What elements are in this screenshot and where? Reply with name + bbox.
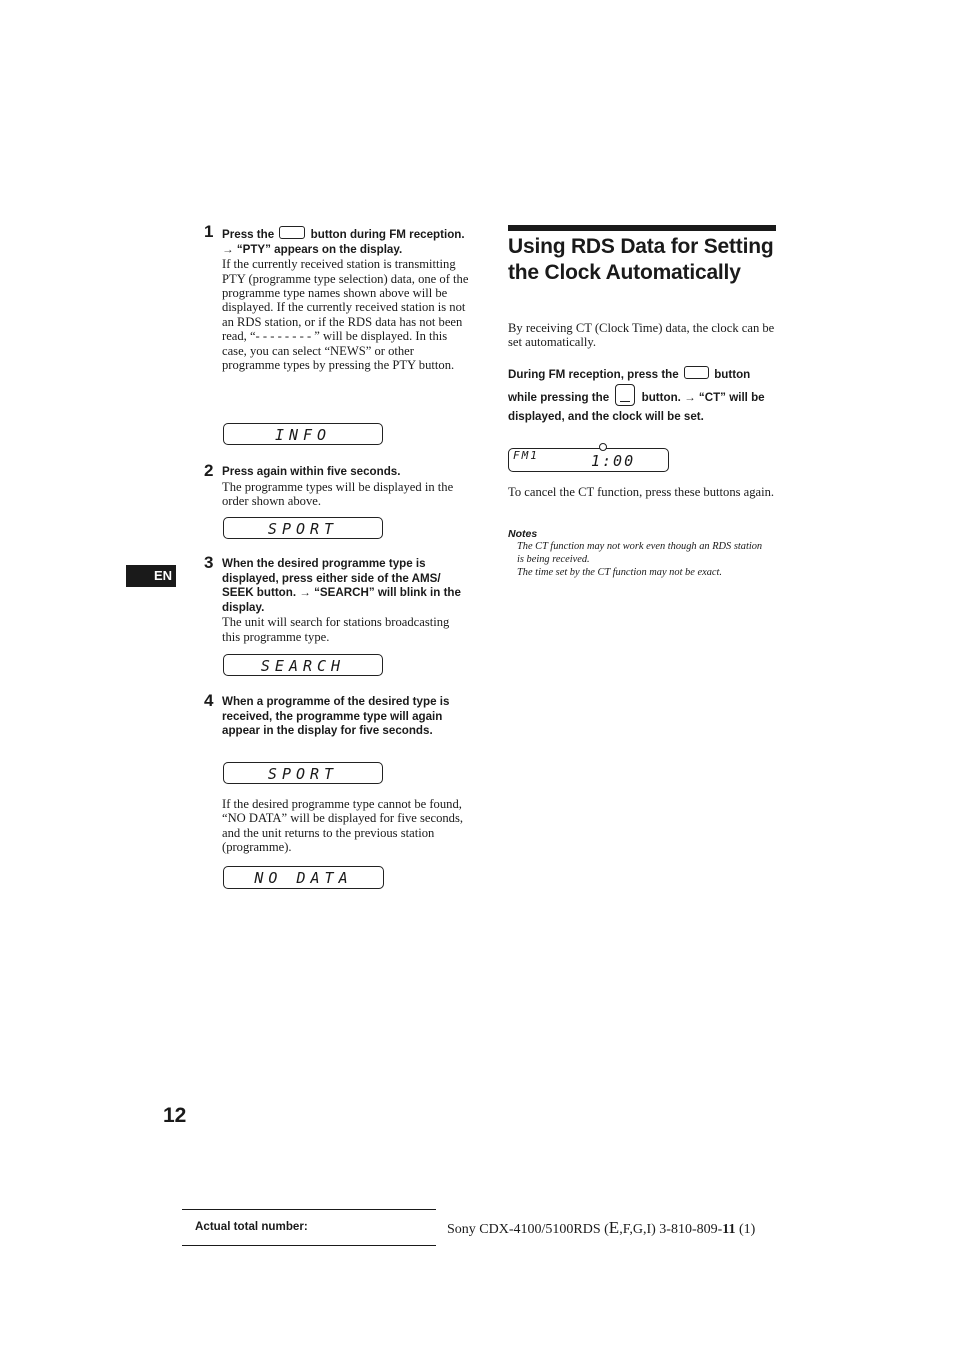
display-text: SEARCH	[260, 657, 346, 675]
section-title-bar	[508, 225, 776, 231]
display-text: SPORT	[267, 765, 339, 783]
display-button-icon	[615, 384, 635, 406]
display-time: 1:00	[591, 452, 636, 470]
footer-model-suffix: (1)	[735, 1222, 756, 1237]
note-1: The CT function may not work even though an RDS station is being received.	[517, 541, 763, 565]
display-text: INFO	[274, 426, 332, 444]
step-3-lead: When the desired programme type is displayed, press either side of the AMS/ SEEK button. → “SEARCH” will blink in the display.	[222, 557, 461, 614]
step-number-2: 2	[204, 461, 214, 480]
footer-model-e: E	[608, 1218, 620, 1237]
footer-label: Actual total number:	[195, 1220, 308, 1233]
step-number-1: 1	[204, 222, 214, 241]
display-sport	[223, 517, 383, 539]
section-title: Using RDS Data for Setting the Clock Automatically	[508, 235, 774, 284]
footer-rule-bottom	[182, 1245, 436, 1246]
display-search	[223, 654, 383, 676]
step-2-lead: Press again within five seconds.	[222, 465, 401, 478]
footer-model-prefix: Sony CDX-4100/5100RDS (	[447, 1222, 609, 1237]
pty-button-icon	[684, 366, 709, 379]
footer-model-mid: ,F,G,I) 3-810-809-	[619, 1222, 723, 1237]
display-text: SPORT	[267, 520, 339, 538]
step-4-after	[222, 797, 468, 855]
step-3	[222, 557, 468, 644]
step-2-body: The programme types will be displayed in the order shown above.	[222, 479, 454, 508]
display-no-data	[223, 866, 384, 889]
ct-instruction-a: During FM reception, press the	[508, 368, 679, 381]
step-3-body: The unit will search for stations broadcasting this programme type.	[222, 615, 450, 644]
page-number: 12	[163, 1104, 187, 1127]
display-band: FM1	[513, 449, 539, 462]
step-4-after-body: If the desired programme type cannot be found, “NO DATA” will be displayed for five seconds, and the unit returns to the previous station (programme).	[222, 797, 464, 855]
display-sport-again	[223, 762, 383, 784]
pty-button-icon	[279, 226, 305, 239]
clock-indicator-icon	[599, 443, 607, 451]
step-4-lead: When a programme of the desired type is received, the programme type will again appear in the display for five seconds.	[222, 695, 450, 738]
step-1-lead-b: button during FM reception. → “PTY” appears on the display.	[222, 228, 465, 256]
ct-instruction-c: button. → “CT” will be displayed, and the clock will be set.	[508, 391, 765, 423]
cancel-text: To cancel the CT function, press these buttons again.	[508, 485, 775, 499]
footer-rule-top	[182, 1209, 436, 1210]
note-2: The time set by the CT function may not be exact.	[517, 567, 722, 578]
footer-model-rev: 11	[722, 1222, 736, 1237]
display-text: NO DATA	[254, 869, 353, 887]
section-intro: By receiving CT (Clock Time) data, the clock can be set automatically.	[508, 321, 775, 350]
footer-model	[447, 1218, 755, 1238]
display-info	[223, 423, 383, 445]
language-tab: EN	[126, 565, 176, 587]
step-number-4: 4	[204, 691, 214, 710]
step-4	[222, 695, 468, 739]
display-clock	[508, 448, 669, 472]
step-1-lead-a: Press the	[222, 228, 275, 241]
step-1	[222, 226, 474, 372]
step-1-body: If the currently received station is transmitting PTY (programme type selection) data, one of the programme type names shown above will be displayed. If the currently received station is not an RDS station, or if the RDS data has not been read, “- - - - - - - - ” will be displayed. In this case, you can select “NEWS” or other programme types by pressing the PTY button.	[222, 257, 469, 373]
step-number-3: 3	[204, 553, 214, 572]
step-1-lead	[222, 226, 474, 257]
ct-instruction-b: button while pressing the	[508, 368, 751, 404]
notes-heading: Notes	[508, 528, 538, 540]
step-2	[222, 465, 474, 508]
ct-instruction	[508, 365, 778, 426]
